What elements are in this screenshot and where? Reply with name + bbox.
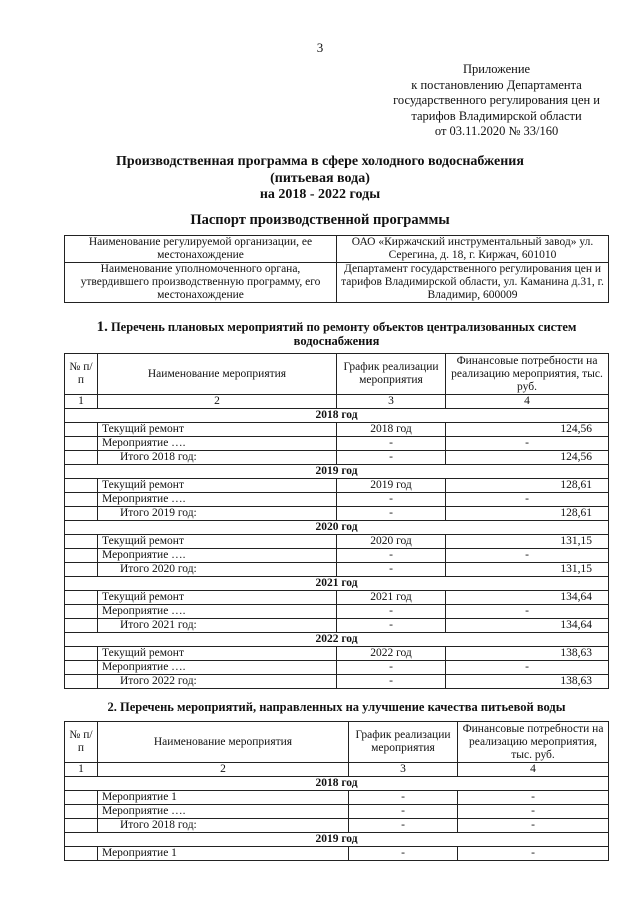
table-row [65,479,609,493]
measure-schedule: - [337,507,446,521]
total-label: Итого 2021 год: [98,619,337,633]
table-header-row [65,722,609,763]
section-1-heading [64,320,609,348]
measure-name: Текущий ремонт [98,591,337,605]
total-label: Итого 2020 год: [98,563,337,577]
section-title: Перечень плановых мероприятий по ремонту объектов централизованных систем водоснабжения [110,320,577,348]
col-header-num: № п/п [65,354,98,395]
total-finance: 124,56 [446,451,609,465]
year-row [65,577,609,591]
repair-measures-table [64,353,609,689]
water-quality-measures-table [64,721,609,861]
measure-schedule: - [337,451,446,465]
measure-name: Мероприятие …. [98,661,337,675]
table-row [65,549,609,563]
title-line: (питьевая вода) [270,170,370,186]
measure-name: Мероприятие …. [98,549,337,563]
section-number: 1. [96,319,108,335]
total-label: Итого 2018 год: [98,819,349,833]
year-row [65,833,609,847]
passport-table [64,235,609,303]
total-finance: 131,15 [446,563,609,577]
measure-schedule: - [337,437,446,451]
measure-finance: - [458,791,609,805]
measure-schedule: - [337,675,446,689]
page-number: 3 [316,40,324,55]
org-value: ОАО «Киржачский инструментальный завод» ул. Серегина, д. 18, г. Киржач, 601010 [337,236,609,263]
col-header-schedule: График реализации мероприятия [349,722,458,763]
passport-row [65,263,609,303]
measure-finance: 138,63 [446,647,609,661]
org-label: Наименование регулируемой организации, ее местонахождение [65,236,337,263]
measure-schedule: - [337,661,446,675]
total-label: Итого 2019 год: [98,507,337,521]
col-header-finance: Финансовые потребности на реализацию мероприятия, тыс. руб. [458,722,609,763]
title-line: на 2018 - 2022 годы [259,187,381,202]
table-header-row [65,354,609,395]
document-title [0,154,640,204]
year-row [65,465,609,479]
measure-name: Текущий ремонт [98,647,337,661]
measure-name: Текущий ремонт [98,423,337,437]
year-label: 2022 год [65,633,609,647]
year-label: 2018 год [65,777,609,791]
measure-name: Мероприятие …. [98,437,337,451]
year-row [65,409,609,423]
measure-finance: - [458,847,609,861]
authority-label: Наименование уполномоченного органа, утвердившего производственную программу, его местонахождение [65,263,337,303]
passport-row [65,236,609,263]
measure-schedule: - [349,847,458,861]
measure-schedule: 2020 год [337,535,446,549]
measure-finance: - [446,605,609,619]
table-row [65,423,609,437]
measure-schedule: - [337,549,446,563]
col-index: 1 [65,395,98,409]
measure-schedule: 2018 год [337,423,446,437]
table-row [65,675,609,689]
table-row [65,605,609,619]
measure-schedule: 2022 год [337,647,446,661]
measure-name: Мероприятие 1 [98,791,349,805]
measure-finance: 124,56 [446,423,609,437]
measure-finance: - [446,437,609,451]
measure-finance: - [446,661,609,675]
year-label: 2021 год [65,577,609,591]
year-row [65,521,609,535]
col-index: 3 [337,395,446,409]
col-header-finance: Финансовые потребности на реализацию мероприятия, тыс. руб. [446,354,609,395]
measure-finance: - [446,493,609,507]
col-index: 4 [446,395,609,409]
year-label: 2018 год [65,409,609,423]
table-row [65,451,609,465]
table-row [65,507,609,521]
year-row [65,633,609,647]
measure-schedule: - [349,805,458,819]
col-index: 3 [349,763,458,777]
col-index: 4 [458,763,609,777]
col-header-schedule: График реализации мероприятия [337,354,446,395]
measure-schedule: - [337,605,446,619]
table-row [65,619,609,633]
measure-schedule: 2019 год [337,479,446,493]
table-row [65,563,609,577]
measure-finance: 131,15 [446,535,609,549]
title-line: Производственная программа в сфере холодного водоснабжения [116,154,524,169]
col-header-num: № п/п [65,722,98,763]
total-finance: 134,64 [446,619,609,633]
year-row [65,777,609,791]
measure-schedule: - [349,791,458,805]
year-label: 2019 год [65,465,609,479]
measure-finance: 134,64 [446,591,609,605]
year-label: 2019 год [65,833,609,847]
table-row [65,647,609,661]
measure-name: Мероприятие …. [98,805,349,819]
measure-schedule: - [337,493,446,507]
col-index: 2 [98,763,349,777]
table-row [65,493,609,507]
total-finance: - [458,819,609,833]
total-label: Итого 2018 год: [98,451,337,465]
measure-finance: 128,61 [446,479,609,493]
table-row [65,791,609,805]
table-row [65,591,609,605]
measure-schedule: - [337,619,446,633]
appendix-line: государственного регулирования цен и [393,93,600,107]
table-row [65,805,609,819]
total-finance: 138,63 [446,675,609,689]
appendix-block [393,62,600,140]
column-index-row [65,395,609,409]
appendix-line: к постановлению Департамента [411,77,582,92]
table-row [65,661,609,675]
table-row [65,847,609,861]
section-2-heading: 2. Перечень мероприятий, направленных на улучшение качества питьевой воды [107,700,566,714]
measure-finance: - [458,805,609,819]
total-finance: 128,61 [446,507,609,521]
col-header-name: Наименование мероприятия [98,722,349,763]
col-index: 1 [65,763,98,777]
measure-name: Мероприятие …. [98,493,337,507]
appendix-line: тарифов Владимирской области [411,108,582,123]
measure-schedule: - [337,563,446,577]
column-index-row [65,763,609,777]
table-row [65,437,609,451]
appendix-line: Приложение [462,62,531,76]
table-row [65,535,609,549]
measure-name: Текущий ремонт [98,535,337,549]
col-index: 2 [98,395,337,409]
measure-finance: - [446,549,609,563]
measure-schedule: - [349,819,458,833]
year-label: 2020 год [65,521,609,535]
total-label: Итого 2022 год: [98,675,337,689]
measure-name: Текущий ремонт [98,479,337,493]
measure-name: Мероприятие …. [98,605,337,619]
col-header-name: Наименование мероприятия [98,354,337,395]
measure-name: Мероприятие 1 [98,847,349,861]
authority-value: Департамент государственного регулирования цен и тарифов Владимирской области, ул. Каманина д.31, г. Владимир, 600009 [337,263,609,303]
passport-title: Паспорт производственной программы [190,212,450,228]
measure-schedule: 2021 год [337,591,446,605]
table-row [65,819,609,833]
appendix-line: от 03.11.2020 № 33/160 [434,124,559,138]
